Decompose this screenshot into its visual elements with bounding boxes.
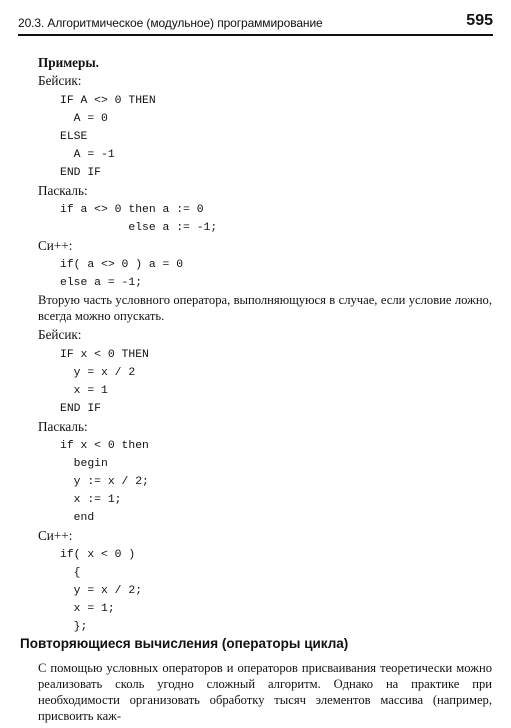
code-line: if( x < 0 ) [60,549,136,561]
pascal-label: Паскаль: [38,183,88,198]
code-line: end [60,512,95,524]
middle-paragraph: Вторую часть условного оператора, выполняющуюся в случае, если условие ложно, всегда можно опускать. [38,293,492,323]
code-line: x = 1 [60,385,108,397]
running-title: 20.3. Алгоритмическое (модульное) программирование [18,16,323,30]
code-line: { [60,567,81,579]
code-line: begin [60,458,108,470]
code-line: IF A <> 0 THEN [60,95,156,107]
code-line: A = 0 [60,113,108,125]
code-line: END IF [60,167,102,179]
code-line: else a := -1; [60,222,218,234]
code-line: END IF [60,403,102,415]
basic-label: Бейсик: [38,327,82,342]
running-header [18,12,493,36]
code-line: if x < 0 then [60,440,149,452]
code-line: ELSE [60,131,88,143]
code-line: IF x < 0 THEN [60,349,149,361]
code-line: }; [60,621,88,633]
page-number: 595 [466,12,493,29]
final-paragraph: С помощью условных операторов и операторов присваивания теоретически можно реализовать сколь угодно сложный алгоритм. Однако на практике при необходимости организовать обработку тысяч элементов массива (например, присвоить каж- [38,661,492,723]
cpp-label: Си++: [38,528,73,543]
code-line: y := x / 2; [60,476,149,488]
code-line: if( a <> 0 ) a = 0 [60,259,184,271]
examples-heading: Примеры. [38,55,99,70]
code-line: A = -1 [60,149,115,161]
code-line: y = x / 2; [60,585,143,597]
code-line: x := 1; [60,494,122,506]
cpp-label: Си++: [38,238,73,253]
basic-label: Бейсик: [38,73,82,88]
code-line: if a <> 0 then a := 0 [60,204,204,216]
section-heading: Повторяющиеся вычисления (операторы цикла) [20,636,349,651]
pascal-label: Паскаль: [38,419,88,434]
code-line: y = x / 2 [60,367,136,379]
code-line: else a = -1; [60,277,143,289]
code-line: x = 1; [60,603,115,615]
